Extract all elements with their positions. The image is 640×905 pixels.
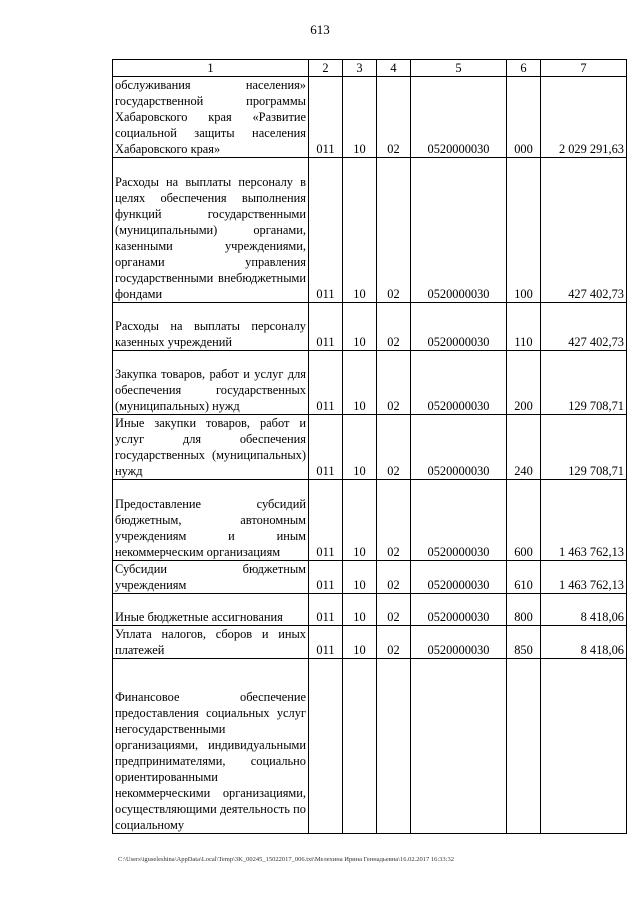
row-code-expense-type: 200 (507, 351, 541, 415)
row-amount: 129 708,71 (541, 351, 627, 415)
row-code-target (411, 659, 507, 834)
row-description: Расходы на выплаты персоналу казенных учреждений (113, 303, 309, 351)
row-code-admin: 011 (309, 415, 343, 480)
row-code-target: 0520000030 (411, 561, 507, 594)
row-description: Субсидии бюджетным учреждениям (113, 561, 309, 594)
header-col-7: 7 (541, 60, 627, 77)
header-col-3: 3 (343, 60, 377, 77)
row-description: Закупка товаров, работ и услуг для обеспечения государственных (муниципальных) нужд (113, 351, 309, 415)
row-code-section: 10 (343, 77, 377, 158)
row-code-section: 10 (343, 158, 377, 303)
row-code-admin: 011 (309, 351, 343, 415)
footer-file-path: C:\Users\iguseleshina\AppData\Local\Temp\3K_00245_15022017_006.txt\Мелехина Ирина Геннадьевна\16.02.2017 16:33:32 (118, 856, 454, 863)
row-amount: 427 402,73 (541, 158, 627, 303)
row-code-section: 10 (343, 594, 377, 626)
row-code-target: 0520000030 (411, 626, 507, 659)
row-amount: 1 463 762,13 (541, 480, 627, 561)
row-code-target: 0520000030 (411, 480, 507, 561)
table-row (113, 77, 627, 158)
header-col-2: 2 (309, 60, 343, 77)
row-code-target: 0520000030 (411, 594, 507, 626)
row-amount (541, 659, 627, 834)
row-code-section (343, 659, 377, 834)
row-code-subsection: 02 (377, 303, 411, 351)
row-code-expense-type: 240 (507, 415, 541, 480)
header-row (113, 60, 627, 77)
row-amount: 1 463 762,13 (541, 561, 627, 594)
row-code-target: 0520000030 (411, 303, 507, 351)
budget-table (112, 59, 627, 834)
table-row (113, 594, 627, 626)
row-code-subsection: 02 (377, 561, 411, 594)
row-code-section: 10 (343, 561, 377, 594)
row-code-subsection: 02 (377, 351, 411, 415)
row-code-subsection: 02 (377, 594, 411, 626)
row-code-expense-type: 000 (507, 77, 541, 158)
row-amount: 8 418,06 (541, 626, 627, 659)
row-description: Расходы на выплаты персоналу в целях обеспечения выполнения функций государственными (муниципальными) органами, казенными учреждениями, органами управления государственными внебюджетными фондами (113, 158, 309, 303)
row-amount: 427 402,73 (541, 303, 627, 351)
row-code-target: 0520000030 (411, 351, 507, 415)
table-row (113, 415, 627, 480)
row-code-expense-type: 110 (507, 303, 541, 351)
row-code-target: 0520000030 (411, 77, 507, 158)
row-code-section: 10 (343, 351, 377, 415)
row-description: Уплата налогов, сборов и иных платежей (113, 626, 309, 659)
row-amount: 129 708,71 (541, 415, 627, 480)
header-col-5: 5 (411, 60, 507, 77)
row-description: Иные закупки товаров, работ и услуг для обеспечения государственных (муниципальных) нужд (113, 415, 309, 480)
row-code-subsection: 02 (377, 480, 411, 561)
row-code-section: 10 (343, 480, 377, 561)
row-code-subsection: 02 (377, 415, 411, 480)
table-row (113, 561, 627, 594)
row-code-expense-type: 600 (507, 480, 541, 561)
table-row (113, 351, 627, 415)
row-code-expense-type: 850 (507, 626, 541, 659)
row-code-section: 10 (343, 626, 377, 659)
row-code-admin: 011 (309, 594, 343, 626)
row-code-admin: 011 (309, 561, 343, 594)
row-code-expense-type (507, 659, 541, 834)
row-code-section: 10 (343, 303, 377, 351)
row-code-admin: 011 (309, 77, 343, 158)
table-row (113, 158, 627, 303)
row-code-admin: 011 (309, 303, 343, 351)
header-col-1: 1 (113, 60, 309, 77)
row-code-admin: 011 (309, 626, 343, 659)
page-number: 613 (310, 22, 330, 37)
table-row (113, 626, 627, 659)
row-code-admin: 011 (309, 158, 343, 303)
row-code-subsection (377, 659, 411, 834)
row-description: Иные бюджетные ассигнования (113, 594, 309, 626)
row-code-section: 10 (343, 415, 377, 480)
row-code-subsection: 02 (377, 626, 411, 659)
table-row (113, 659, 627, 834)
row-code-expense-type: 610 (507, 561, 541, 594)
table-row (113, 480, 627, 561)
row-code-admin: 011 (309, 480, 343, 561)
row-code-admin (309, 659, 343, 834)
row-description: Финансовое обеспечение предоставления социальных услуг негосударственными организациями, индивидуальными предпринимателями, социально ориентированными некоммерческими организациями, осуществляющими деятельность по социальному (113, 659, 309, 834)
header-col-4: 4 (377, 60, 411, 77)
row-description: обслуживания населения» государственной программы Хабаровского края «Развитие социальной защиты населения Хабаровского края» (113, 77, 309, 158)
row-amount: 8 418,06 (541, 594, 627, 626)
row-code-subsection: 02 (377, 77, 411, 158)
row-amount: 2 029 291,63 (541, 77, 627, 158)
row-code-target: 0520000030 (411, 415, 507, 480)
table-row (113, 303, 627, 351)
row-code-expense-type: 100 (507, 158, 541, 303)
row-description: Предоставление субсидий бюджетным, автономным учреждениям и иным некоммерческим организациям (113, 480, 309, 561)
header-col-6: 6 (507, 60, 541, 77)
row-code-subsection: 02 (377, 158, 411, 303)
row-code-target: 0520000030 (411, 158, 507, 303)
row-code-expense-type: 800 (507, 594, 541, 626)
